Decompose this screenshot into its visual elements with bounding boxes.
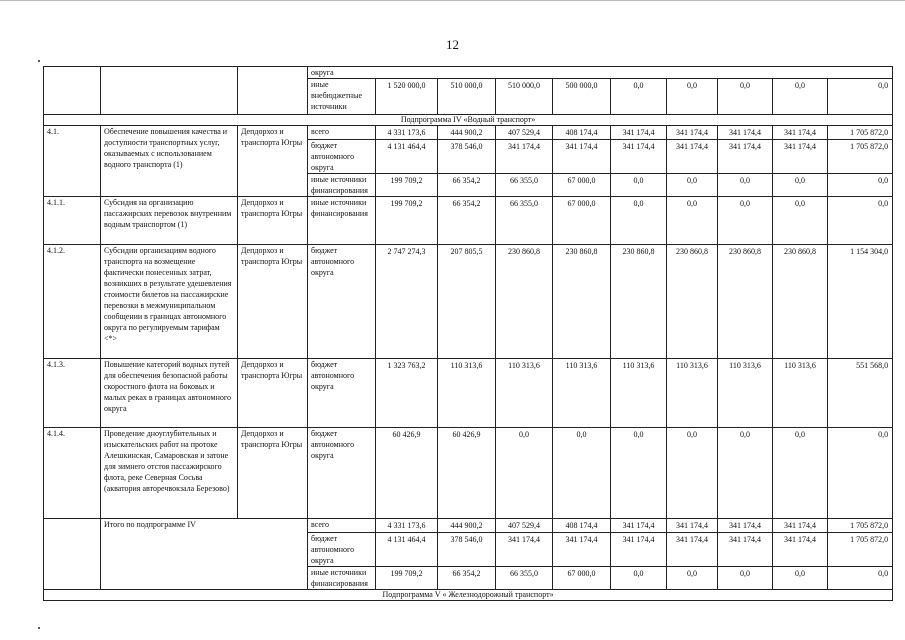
value-cell: 341 174,4 xyxy=(611,533,667,567)
value-cell: 0,0 xyxy=(553,428,611,519)
value-cell: 4 331 173,6 xyxy=(376,519,438,533)
value-cell: 60 426,9 xyxy=(376,428,438,519)
value-cell: 0,0 xyxy=(828,428,893,519)
value-cell: 1 705 872,0 xyxy=(828,533,893,567)
value-cell: 341 174,4 xyxy=(718,126,773,140)
value-cell: 2 747 274,3 xyxy=(376,245,438,359)
value-cell: 0,0 xyxy=(828,567,893,590)
source-cell: иные внебюджетные источники xyxy=(308,79,376,115)
value-cell: 0,0 xyxy=(611,567,667,590)
value-cell: 341 174,4 xyxy=(718,533,773,567)
value-cell: 510 000,0 xyxy=(438,79,496,115)
table-row xyxy=(44,359,893,428)
value-cell: 378 546,0 xyxy=(438,533,496,567)
source-cell: иные источники финансирования xyxy=(308,567,376,590)
value-cell: 230 860,8 xyxy=(496,245,553,359)
empty-cell xyxy=(238,67,308,115)
value-cell: 341 174,4 xyxy=(773,533,828,567)
value-cell: 230 860,8 xyxy=(773,245,828,359)
value-cell: 341 174,4 xyxy=(667,140,718,174)
source-cell: иные источники финансирования xyxy=(308,197,376,245)
value-cell: 199 709,2 xyxy=(376,174,438,197)
value-cell: 341 174,4 xyxy=(773,140,828,174)
value-cell: 0,0 xyxy=(611,79,667,115)
value-cell: 341 174,4 xyxy=(718,519,773,533)
row-number: 4.1. xyxy=(44,126,101,197)
value-cell: 1 154 304,0 xyxy=(828,245,893,359)
value-cell: 1 705 872,0 xyxy=(828,519,893,533)
empty-cell xyxy=(101,67,238,115)
value-cell: 1 323 763,2 xyxy=(376,359,438,428)
value-cell: 110 313,6 xyxy=(718,359,773,428)
value-cell: 341 174,4 xyxy=(667,519,718,533)
scan-speck xyxy=(38,627,40,629)
empty-cell xyxy=(44,519,101,590)
executor: Депдорхоз и транспорта Югры xyxy=(238,428,308,519)
page-number: 12 xyxy=(446,37,459,52)
value-cell: 500 000,0 xyxy=(553,79,611,115)
value-cell: 230 860,8 xyxy=(553,245,611,359)
value-cell: 0,0 xyxy=(667,567,718,590)
scan-speck xyxy=(38,60,40,62)
source-cell: бюджет автономного округа xyxy=(308,245,376,359)
row-number: 4.1.4. xyxy=(44,428,101,519)
value-cell: 110 313,6 xyxy=(667,359,718,428)
value-cell: 66 355,0 xyxy=(496,197,553,245)
value-cell: 408 174,4 xyxy=(553,519,611,533)
value-cell: 0,0 xyxy=(773,567,828,590)
subprogram-total-label: Итого по подпрограмме IV xyxy=(101,519,308,590)
value-cell: 551 568,0 xyxy=(828,359,893,428)
subprogram-iv-header: Подпрограмма IV «Водный транспорт» xyxy=(44,115,893,126)
row-number: 4.1.1. xyxy=(44,197,101,245)
value-cell: 1 520 000,0 xyxy=(376,79,438,115)
value-cell: 378 546,0 xyxy=(438,140,496,174)
table-row xyxy=(44,115,893,126)
table-row xyxy=(44,590,893,601)
measure-name: Повышение категорий водных путей для обеспечения безопасной работы скоростного флота на боковых и малых реках в границах автономного округа xyxy=(101,359,238,428)
value-cell: 0,0 xyxy=(773,79,828,115)
value-cell: 110 313,6 xyxy=(553,359,611,428)
value-cell: 4 131 464,4 xyxy=(376,140,438,174)
value-cell: 341 174,4 xyxy=(611,126,667,140)
value-cell: 407 529,4 xyxy=(496,126,553,140)
value-cell: 0,0 xyxy=(496,428,553,519)
value-cell: 66 355,0 xyxy=(496,567,553,590)
value-cell: 4 331 173,6 xyxy=(376,126,438,140)
value-cell: 444 900,2 xyxy=(438,519,496,533)
measure-name: Обеспечение повышения качества и доступности транспортных услуг, оказываемых с использованием водного транспорта (1) xyxy=(101,126,238,197)
value-cell: 60 426,9 xyxy=(438,428,496,519)
value-cell: 0,0 xyxy=(611,174,667,197)
value-cell: 341 174,4 xyxy=(611,140,667,174)
value-cell: 0,0 xyxy=(773,428,828,519)
table-row xyxy=(44,519,893,533)
value-cell: 199 709,2 xyxy=(376,567,438,590)
measure-name: Субсидии организациям водного транспорта на возмещение фактически понесенных затрат, возникших в результате удешевления стоимости билетов на пассажирские перевозки в межмуниципальном сообщении в границах автономного округа по регулируемым тарифам <*> xyxy=(101,245,238,359)
value-cell: 0,0 xyxy=(828,197,893,245)
value-cell: 341 174,4 xyxy=(667,533,718,567)
value-cell: 341 174,4 xyxy=(553,140,611,174)
value-cell: 510 000,0 xyxy=(496,79,553,115)
value-cell: 66 354,2 xyxy=(438,174,496,197)
value-cell: 1 705 872,0 xyxy=(828,126,893,140)
executor: Депдорхоз и транспорта Югры xyxy=(238,197,308,245)
source-cell: бюджет автономного округа xyxy=(308,359,376,428)
table-row xyxy=(44,67,893,79)
value-cell: 0,0 xyxy=(667,174,718,197)
value-cell: 207 805,5 xyxy=(438,245,496,359)
value-cell: 341 174,4 xyxy=(667,126,718,140)
measure-name: Проведение дноуглубительных и изыскательских работ на протоке Алешкинская, Самаровская и затоне для зимнего отстоя пассажирского флота, реке Северная Сосьва (акватория авторечвокзала Березово) xyxy=(101,428,238,519)
value-cell: 110 313,6 xyxy=(496,359,553,428)
value-cell: 110 313,6 xyxy=(438,359,496,428)
row-number: 4.1.3. xyxy=(44,359,101,428)
value-cell: 230 860,8 xyxy=(667,245,718,359)
empty-cell xyxy=(44,67,101,115)
value-cell: 0,0 xyxy=(773,174,828,197)
executor: Депдорхоз и транспорта Югры xyxy=(238,359,308,428)
value-cell: 0,0 xyxy=(667,197,718,245)
value-cell: 0,0 xyxy=(611,428,667,519)
value-cell: 67 000,0 xyxy=(553,197,611,245)
value-cell: 444 900,2 xyxy=(438,126,496,140)
value-cell: 66 355,0 xyxy=(496,174,553,197)
source-cell: всего xyxy=(308,519,376,533)
value-cell: 341 174,4 xyxy=(553,533,611,567)
value-cell: 0,0 xyxy=(718,174,773,197)
value-cell: 0,0 xyxy=(611,197,667,245)
value-cell: 341 174,4 xyxy=(773,126,828,140)
value-cell: 230 860,8 xyxy=(718,245,773,359)
value-cell: 67 000,0 xyxy=(553,174,611,197)
value-cell: 0,0 xyxy=(828,79,893,115)
value-cell: 0,0 xyxy=(773,197,828,245)
value-cell: 341 174,4 xyxy=(773,519,828,533)
value-cell: 66 354,2 xyxy=(438,567,496,590)
value-cell: 408 174,4 xyxy=(553,126,611,140)
source-cell: иные источники финансирования xyxy=(308,174,376,197)
source-cell: округа xyxy=(308,67,893,79)
source-cell: бюджет автономного округа xyxy=(308,428,376,519)
table-row xyxy=(44,197,893,245)
source-cell: бюджет автономного округа xyxy=(308,140,376,174)
value-cell: 4 131 464,4 xyxy=(376,533,438,567)
value-cell: 199 709,2 xyxy=(376,197,438,245)
value-cell: 0,0 xyxy=(718,197,773,245)
source-cell: всего xyxy=(308,126,376,140)
value-cell: 341 174,4 xyxy=(496,140,553,174)
value-cell: 341 174,4 xyxy=(718,140,773,174)
value-cell: 110 313,6 xyxy=(611,359,667,428)
value-cell: 0,0 xyxy=(667,79,718,115)
subprogram-v-header: Подпрограмма V « Железнодорожный транспорт» xyxy=(44,590,893,601)
value-cell: 341 174,4 xyxy=(611,519,667,533)
value-cell: 110 313,6 xyxy=(773,359,828,428)
value-cell: 0,0 xyxy=(718,428,773,519)
value-cell: 230 860,8 xyxy=(611,245,667,359)
value-cell: 0,0 xyxy=(718,567,773,590)
value-cell: 67 000,0 xyxy=(553,567,611,590)
executor: Депдорхоз и транспорта Югры xyxy=(238,245,308,359)
value-cell: 1 705 872,0 xyxy=(828,140,893,174)
table-row xyxy=(44,245,893,359)
value-cell: 407 529,4 xyxy=(496,519,553,533)
table-row xyxy=(44,126,893,140)
value-cell: 0,0 xyxy=(828,174,893,197)
row-number: 4.1.2. xyxy=(44,245,101,359)
measure-name: Субсидия на организацию пассажирских перевозок внутренним водным транспортом (1) xyxy=(101,197,238,245)
financing-table xyxy=(43,66,893,601)
value-cell: 0,0 xyxy=(718,79,773,115)
table-row xyxy=(44,428,893,519)
value-cell: 341 174,4 xyxy=(496,533,553,567)
source-cell: бюджет автономного округа xyxy=(308,533,376,567)
executor: Депдорхоз и транспорта Югры xyxy=(238,126,308,197)
scan-top-edge xyxy=(0,0,905,1)
value-cell: 0,0 xyxy=(667,428,718,519)
value-cell: 66 354,2 xyxy=(438,197,496,245)
